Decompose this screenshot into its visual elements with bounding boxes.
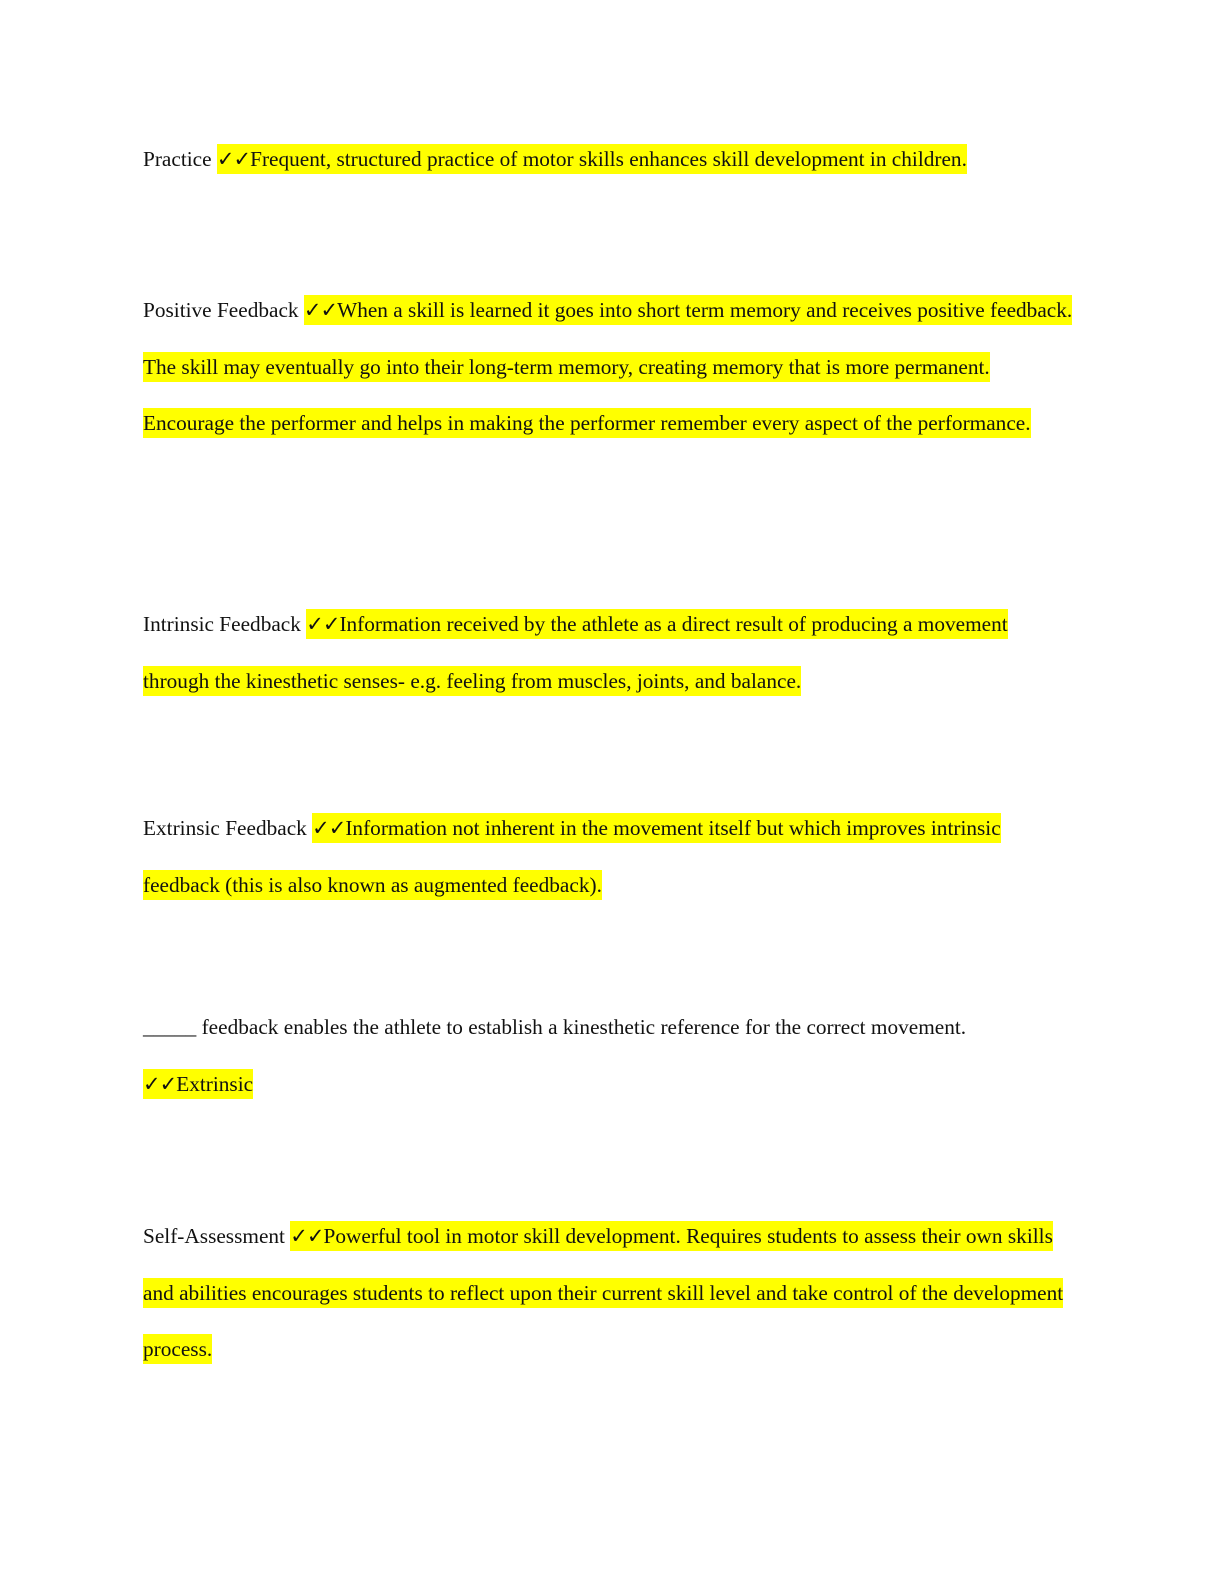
entry-practice bbox=[143, 131, 1073, 188]
double-check-icon: ✓✓ bbox=[306, 612, 340, 636]
entry-fill-in-question bbox=[143, 999, 1073, 1112]
term-label: Self-Assessment bbox=[143, 1224, 291, 1248]
entry-positive-feedback bbox=[143, 282, 1073, 452]
definition-text: Frequent, structured practice of motor skills enhances skill development in children. bbox=[250, 147, 967, 171]
entry-extrinsic-feedback bbox=[143, 800, 1073, 913]
highlighted-answer bbox=[143, 1069, 253, 1099]
double-check-icon: ✓✓ bbox=[312, 816, 346, 840]
definition-text: When a skill is learned it goes into short term memory and receives positive feedback. The skill may eventually go into their long-term memory, creating memory that is more permanent. Encourage the performer and helps in making the performer remember every aspect of the performance. bbox=[143, 298, 1073, 435]
double-check-icon: ✓✓ bbox=[216, 147, 251, 171]
term-label: Intrinsic Feedback bbox=[143, 612, 307, 636]
term-label: Positive Feedback bbox=[143, 298, 304, 322]
definition-text: Powerful tool in motor skill development. Requires students to assess their own skills and abilities encourages students to reflect upon their current skill level and take control of the development process. bbox=[143, 1224, 1064, 1361]
double-check-icon: ✓✓ bbox=[143, 1071, 177, 1096]
entry-self-assessment bbox=[143, 1208, 1073, 1378]
double-check-icon: ✓✓ bbox=[303, 298, 338, 322]
answer-text: Extrinsic bbox=[176, 1071, 254, 1096]
definition-text: Information not inherent in the movement itself but which improves intrinsic feedback (this is also known as augmented feedback). bbox=[143, 816, 1001, 897]
question-text: _____ feedback enables the athlete to establish a kinesthetic reference for the correct movement. bbox=[143, 1015, 967, 1039]
highlighted-answer bbox=[217, 144, 967, 174]
double-check-icon: ✓✓ bbox=[290, 1224, 324, 1248]
term-label: Extrinsic Feedback bbox=[143, 816, 313, 840]
term-label: Practice bbox=[143, 147, 217, 171]
definition-text: Information received by the athlete as a direct result of producing a movement through the kinesthetic senses- e.g. feeling from muscles, joints, and balance. bbox=[143, 612, 1008, 693]
entry-intrinsic-feedback bbox=[143, 596, 1073, 709]
